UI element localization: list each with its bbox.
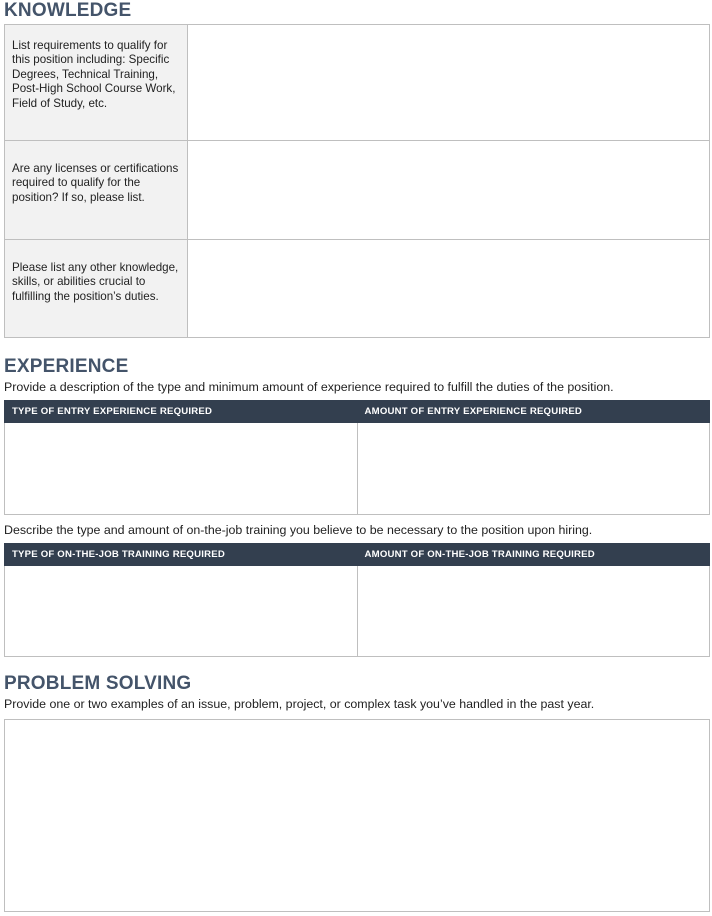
knowledge-row (5, 141, 710, 240)
entry-amount-header: AMOUNT OF ENTRY EXPERIENCE REQUIRED (357, 401, 710, 423)
entry-experience-description: Provide a description of the type and minimum amount of experience required to fulfill the duties of the position. (4, 380, 614, 394)
entry-type-field[interactable] (5, 423, 358, 515)
knowledge-question-cell (5, 240, 188, 338)
entry-type-header: TYPE OF ENTRY EXPERIENCE REQUIRED (5, 401, 358, 423)
knowledge-table (4, 24, 710, 338)
training-amount-header: AMOUNT OF ON-THE-JOB TRAINING REQUIRED (357, 544, 710, 566)
training-table (4, 543, 710, 657)
training-type-field[interactable] (5, 566, 358, 657)
knowledge-question-licenses: Are any licenses or certifications required to qualify for the position? If so, please list. (12, 162, 179, 204)
entry-experience-table (4, 400, 710, 515)
table-header-row (5, 544, 710, 566)
knowledge-answer-licenses[interactable] (188, 141, 710, 240)
knowledge-row (5, 240, 710, 338)
knowledge-question-skills: Please list any other knowledge, skills, or abilities crucial to fulfilling the position’s duties. (12, 261, 179, 303)
table-row (5, 566, 710, 657)
knowledge-answer-degrees[interactable] (188, 25, 710, 141)
entry-amount-field[interactable] (357, 423, 710, 515)
knowledge-row (5, 25, 710, 141)
knowledge-heading: KNOWLEDGE (4, 0, 132, 21)
knowledge-answer-skills[interactable] (188, 240, 710, 338)
problem-solving-answer-box[interactable] (4, 719, 710, 912)
training-type-header: TYPE OF ON-THE-JOB TRAINING REQUIRED (5, 544, 358, 566)
problem-solving-heading: PROBLEM SOLVING (4, 673, 192, 694)
table-row (5, 423, 710, 515)
knowledge-question-cell (5, 141, 188, 240)
knowledge-question-degrees: List requirements to qualify for this position including: Specific Degrees, Technical Training, Post-High School Course Work, Field of Study, etc. (12, 39, 176, 110)
training-amount-field[interactable] (357, 566, 710, 657)
problem-solving-description: Provide one or two examples of an issue, problem, project, or complex task you’ve handled in the past year. (4, 697, 595, 711)
training-description: Describe the type and amount of on-the-job training you believe to be necessary to the position upon hiring. (4, 523, 593, 537)
table-header-row (5, 401, 710, 423)
experience-heading: EXPERIENCE (4, 356, 129, 377)
knowledge-question-cell (5, 25, 188, 141)
